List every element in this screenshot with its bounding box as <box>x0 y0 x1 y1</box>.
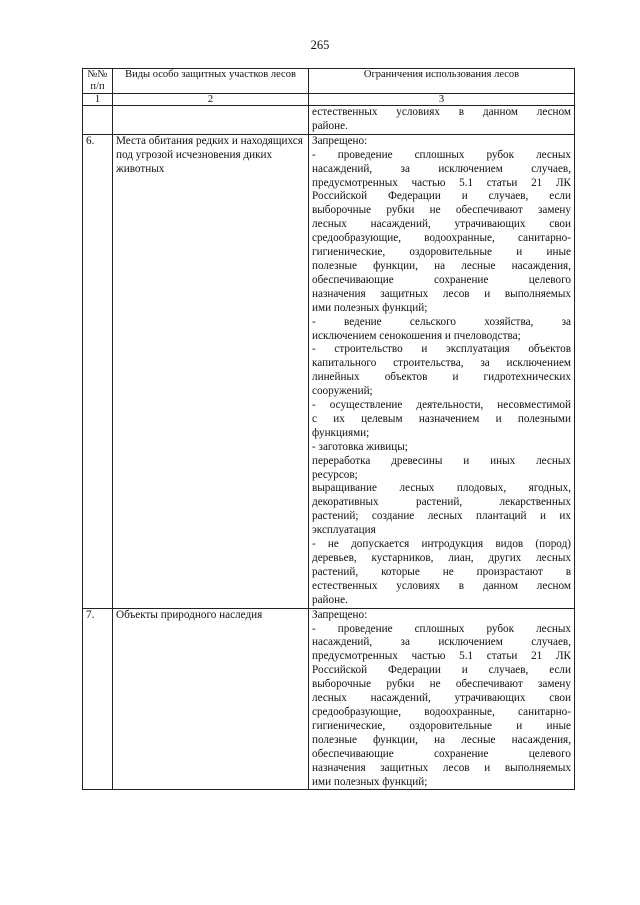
restriction-line: растений; создание лесных плантаций и их <box>312 510 571 523</box>
restriction-line: Российской Федерации и случаев, если <box>312 190 571 203</box>
restriction-line: Запрещено: <box>312 134 368 147</box>
restriction-line: переработка древесины и иных лесных <box>312 454 571 467</box>
column-index-2: 2 <box>113 94 309 106</box>
restriction-line: естественных условиях в данном лесном <box>312 579 571 592</box>
restriction-line: выборочные рубки не обеспечивают замену <box>312 678 571 691</box>
restriction-line: - проведение сплошных рубок лесных <box>312 148 571 161</box>
restriction-line: сооружений; <box>312 385 373 398</box>
restriction-line: линейных объектов и гидротехнических <box>312 371 571 384</box>
table-row-7 <box>83 608 575 790</box>
restriction-line: ими полезных функций; <box>312 775 428 788</box>
row-restrictions <box>309 134 575 608</box>
restriction-line: назначения защитных лесов и выполняемых <box>312 287 571 300</box>
restriction-line: исключением сенокошения и пчеловодства; <box>312 329 521 342</box>
restriction-lines <box>312 135 571 608</box>
header-number: №№ п/п <box>83 69 113 94</box>
header-forest-area-type: Виды особо защитных участков лесов <box>113 69 309 94</box>
restriction-line: предусмотренных частью 5.1 статьи 21 ЛК <box>312 176 571 189</box>
restriction-line: обеспечивающие сохранение целевого <box>312 747 571 760</box>
restriction-line: насаждений, за исключением случаев, <box>312 636 571 649</box>
restriction-line: декоративных растений, лекарственных <box>312 496 571 509</box>
row-name <box>113 106 309 135</box>
restriction-line: лесных насаждений, утрачивающих свои <box>312 218 571 231</box>
row-number: 7. <box>83 608 113 790</box>
restriction-line: районе. <box>312 119 348 132</box>
restriction-line: полезные функции, на лесные насаждения, <box>312 733 571 746</box>
restriction-line: деревьев, кустарников, лиан, других лесных <box>312 552 571 564</box>
table-header-row <box>83 69 575 94</box>
restriction-line: средообразующие, водоохранные, санитарно- <box>312 232 571 245</box>
column-index-3: 3 <box>309 94 575 106</box>
page-number: 265 <box>310 38 330 52</box>
restriction-line: - не допускается интродукция видов (пород) <box>312 538 571 551</box>
header-restrictions: Ограничения использования лесов <box>309 69 575 94</box>
restriction-line: районе. <box>312 593 348 606</box>
row-name: Места обитания редких и находящихся под угрозой исчезновения диких животных <box>113 134 309 608</box>
row-number <box>83 106 113 135</box>
restriction-line: лесных насаждений, утрачивающих свои <box>312 692 571 705</box>
table-row-continuation <box>83 106 575 135</box>
restriction-line: растений, которые не произрастают в <box>312 565 571 578</box>
restriction-line: ими полезных функций; <box>312 301 428 314</box>
row-restrictions <box>309 106 575 135</box>
restriction-line: выращивание лесных плодовых, ягодных, <box>312 482 571 495</box>
restriction-line: капитального строительства, за исключением <box>312 357 571 370</box>
row-name: Объекты природного наследия <box>113 608 309 790</box>
table-row-6 <box>83 134 575 608</box>
restriction-line: ресурсов; <box>312 468 358 481</box>
restriction-lines <box>312 609 571 790</box>
restriction-line: насаждений, за исключением случаев, <box>312 162 571 175</box>
restriction-lines <box>312 106 571 134</box>
restriction-line: - осуществление деятельности, несовместимой <box>312 399 571 412</box>
restriction-line: обеспечивающие сохранение целевого <box>312 273 571 286</box>
restriction-line: - строительство и эксплуатация объектов <box>312 343 571 356</box>
restriction-line: Запрещено: <box>312 608 368 621</box>
restriction-line: предусмотренных частью 5.1 статьи 21 ЛК <box>312 650 571 663</box>
restriction-line: эксплуатация <box>312 524 376 537</box>
restriction-line: - ведение сельского хозяйства, за <box>312 315 571 328</box>
forest-restrictions-table <box>82 68 575 790</box>
restriction-line: - проведение сплошных рубок лесных <box>312 622 571 635</box>
column-index-row <box>83 94 575 106</box>
restriction-line: полезные функции, на лесные насаждения, <box>312 259 571 272</box>
restriction-line: естественных условиях в данном лесном <box>312 106 571 118</box>
restriction-line: гигиенические, оздоровительные и иные <box>312 719 571 732</box>
restriction-line: - заготовка живицы; <box>312 440 408 453</box>
restriction-line: Российской Федерации и случаев, если <box>312 664 571 677</box>
restriction-line: назначения защитных лесов и выполняемых <box>312 761 571 774</box>
restriction-line: гигиенические, оздоровительные и иные <box>312 246 571 259</box>
restriction-line: выборочные рубки не обеспечивают замену <box>312 204 571 217</box>
column-index-1: 1 <box>83 94 113 106</box>
restriction-line: функциями; <box>312 426 370 439</box>
row-restrictions <box>309 608 575 790</box>
restriction-line: средообразующие, водоохранные, санитарно- <box>312 705 571 718</box>
restriction-line: с их целевым назначением и полезными <box>312 412 571 425</box>
row-number: 6. <box>83 134 113 608</box>
